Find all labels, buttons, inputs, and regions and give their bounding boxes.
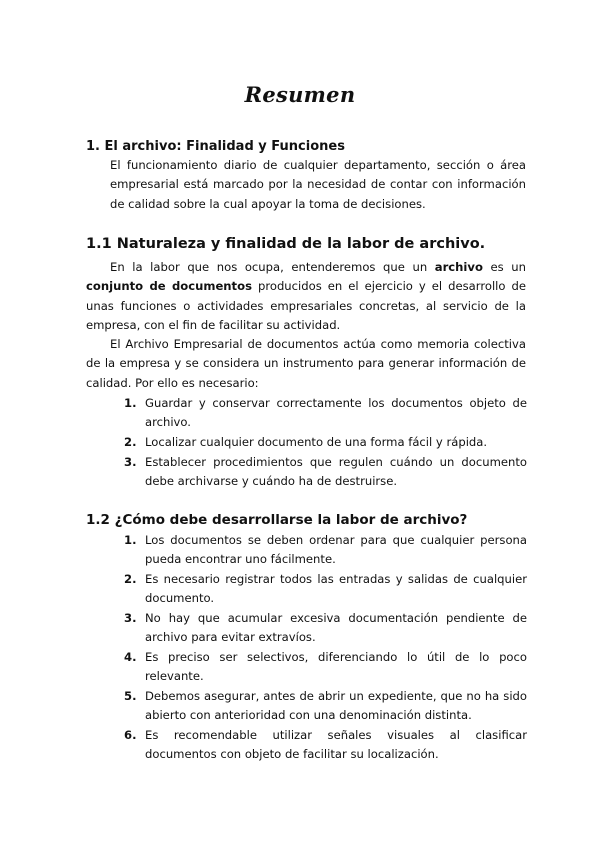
- list-item: 1. Los documentos se deben ordenar para que cualquier persona pueda encontrar uno fácilmente.: [124, 533, 527, 566]
- section-1-2-list: [124, 531, 527, 764]
- page-title: Resumen: [244, 82, 356, 107]
- list-item: 3. Establecer procedimientos que regulen cuándo un documento debe archivarse y cuándo ha de destruirse.: [124, 455, 527, 488]
- section-1-1-heading: 1.1 Naturaleza y finalidad de la labor de archivo.: [86, 236, 486, 252]
- list-item: 3. No hay que acumular excesiva documentación pendiente de archivo para evitar extravíos.: [124, 611, 527, 644]
- list-item: 6. Es recomendable utilizar señales visuales al clasificar documentos con objeto de facilitar su localización.: [124, 728, 527, 761]
- list-item: 5. Debemos asegurar, antes de abrir un expediente, que no ha sido abierto con anterioridad con una denominación distinta.: [124, 689, 527, 722]
- list-item: 2. Es necesario registrar todos las entradas y salidas de cualquier documento.: [124, 572, 527, 605]
- section-1-1-list: [124, 394, 527, 491]
- section-1-heading: 1. El archivo: Finalidad y Funciones: [86, 139, 345, 154]
- section-1-text: El funcionamiento diario de cualquier departamento, sección o área empresarial está marcado por la necesidad de contar con información de calidad sobre la cual apoyar la toma de decisiones.: [110, 158, 526, 211]
- section-1-1-paragraph-1: En la labor que nos ocupa, entenderemos que un archivo es un conjunto de documentos producidos en el ejercicio y el desarrollo de unas funciones o actividades empresariales concretas, al servicio de la empresa, con el fin de facilitar su actividad.: [86, 260, 526, 333]
- list-item: 4. Es preciso ser selectivos, diferenciando lo útil de lo poco relevante.: [124, 650, 527, 683]
- list-item: 1. Guardar y conservar correctamente los documentos objeto de archivo.: [124, 396, 527, 429]
- section-1-1-paragraph-2: El Archivo Empresarial de documentos actúa como memoria colectiva de la empresa y se considera un instrumento para generar información de calidad. Por ello es necesario:: [86, 337, 526, 390]
- list-item: 2. Localizar cualquier documento de una forma fácil y rápida.: [124, 435, 488, 449]
- section-1-2-heading: 1.2 ¿Cómo debe desarrollarse la labor de archivo?: [86, 512, 468, 528]
